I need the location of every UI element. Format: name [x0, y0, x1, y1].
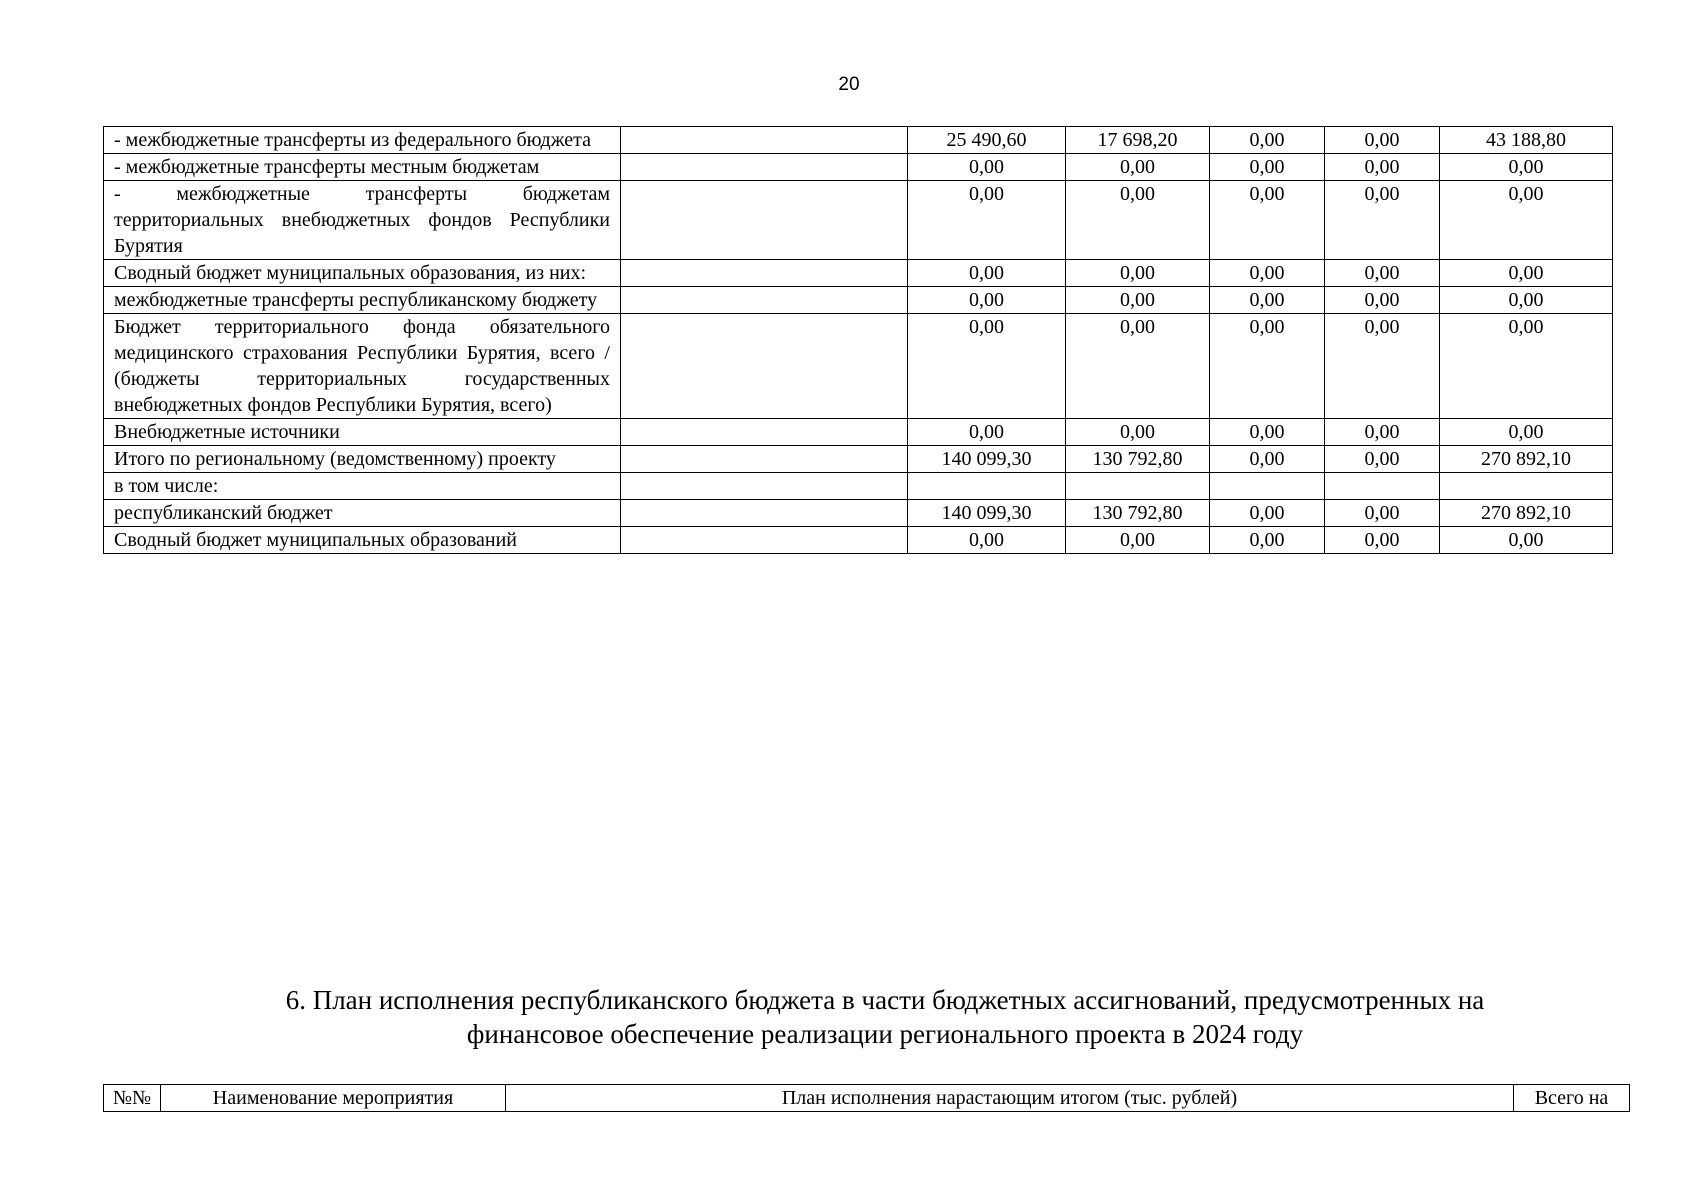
row-value: 0,00 [1210, 419, 1325, 446]
header-activity-name: Наименование мероприятия [161, 1085, 506, 1112]
row-value: 0,00 [1066, 181, 1210, 260]
row-value: 0,00 [1066, 260, 1210, 287]
row-value: 0,00 [1325, 500, 1440, 527]
table-row [104, 287, 1613, 314]
row-value: 0,00 [1440, 527, 1613, 554]
header-total: Всего на [1514, 1085, 1630, 1112]
row-value: 0,00 [1325, 181, 1440, 260]
section-title [0, 983, 1698, 1051]
row-code [621, 127, 908, 154]
row-value: 0,00 [908, 154, 1066, 181]
row-value: 140 099,30 [908, 446, 1066, 473]
row-value: 0,00 [908, 419, 1066, 446]
row-value: 0,00 [1210, 260, 1325, 287]
row-label: - межбюджетные трансферты местным бюджетам [104, 154, 621, 181]
table-row [104, 500, 1613, 527]
table-row [104, 154, 1613, 181]
table-row [104, 527, 1613, 554]
row-code [621, 446, 908, 473]
row-label: - межбюджетные трансферты из федерального бюджета [104, 127, 621, 154]
row-value: 0,00 [908, 527, 1066, 554]
row-value [908, 473, 1066, 500]
row-value: 130 792,80 [1066, 446, 1210, 473]
row-value: 130 792,80 [1066, 500, 1210, 527]
row-value: 0,00 [1066, 527, 1210, 554]
row-value: 0,00 [1325, 260, 1440, 287]
row-value: 17 698,20 [1066, 127, 1210, 154]
plan-table-header-row [104, 1085, 1630, 1112]
row-label: Итого по региональному (ведомственному) проекту [104, 446, 621, 473]
row-value: 0,00 [1210, 527, 1325, 554]
row-value: 0,00 [1440, 181, 1613, 260]
row-code [621, 181, 908, 260]
section-title-line-1: 6. План исполнения республиканского бюджета в части бюджетных ассигнований, предусмотренных на [285, 985, 1485, 1015]
row-value: 140 099,30 [908, 500, 1066, 527]
row-code [621, 154, 908, 181]
row-value [1066, 473, 1210, 500]
row-label: Сводный бюджет муниципальных образований [104, 527, 621, 554]
table-row [104, 181, 1613, 260]
table-row [104, 473, 1613, 500]
row-label: в том числе: [104, 473, 621, 500]
row-value: 0,00 [1440, 154, 1613, 181]
row-value: 270 892,10 [1440, 446, 1613, 473]
row-value: 0,00 [1440, 314, 1613, 419]
budget-table [103, 126, 1613, 554]
row-value: 0,00 [1325, 419, 1440, 446]
row-label: межбюджетные трансферты республиканскому бюджету [104, 287, 621, 314]
row-value: 0,00 [1325, 446, 1440, 473]
row-value: 0,00 [1210, 287, 1325, 314]
table-row [104, 419, 1613, 446]
row-value: 0,00 [1210, 446, 1325, 473]
row-value: 0,00 [1210, 181, 1325, 260]
row-label: республиканский бюджет [104, 500, 621, 527]
row-value: 0,00 [1210, 314, 1325, 419]
row-value: 0,00 [1325, 527, 1440, 554]
row-value: 0,00 [908, 314, 1066, 419]
row-value: 43 188,80 [1440, 127, 1613, 154]
table-row [104, 446, 1613, 473]
row-code [621, 473, 908, 500]
row-value: 270 892,10 [1440, 500, 1613, 527]
row-value: 0,00 [1210, 127, 1325, 154]
row-code [621, 527, 908, 554]
row-value: 0,00 [1325, 154, 1440, 181]
row-code [621, 314, 908, 419]
row-code [621, 419, 908, 446]
row-code [621, 260, 908, 287]
row-value: 0,00 [1440, 419, 1613, 446]
row-value: 0,00 [1325, 287, 1440, 314]
row-value: 0,00 [1325, 127, 1440, 154]
row-label: Бюджет территориального фонда обязательного медицинского страхования Республики Бурятия, всего / (бюджеты территориальных государственных внебюджетных фондов Республики Бурятия, всего) [104, 314, 621, 419]
plan-table [103, 1084, 1630, 1112]
row-value: 0,00 [908, 260, 1066, 287]
row-value: 0,00 [1210, 154, 1325, 181]
row-value: 0,00 [1066, 154, 1210, 181]
table-row [104, 314, 1613, 419]
row-value: 0,00 [1210, 500, 1325, 527]
table-row [104, 260, 1613, 287]
row-value: 0,00 [908, 181, 1066, 260]
section-title-line-2: финансовое обеспечение реализации регионального проекта в 2024 году [466, 1019, 1304, 1049]
row-value: 0,00 [1066, 419, 1210, 446]
row-value: 25 490,60 [908, 127, 1066, 154]
table-row [104, 127, 1613, 154]
row-code [621, 287, 908, 314]
header-number: №№ [104, 1085, 161, 1112]
row-label: Внебюджетные источники [104, 419, 621, 446]
row-label: Сводный бюджет муниципальных образования, из них: [104, 260, 621, 287]
row-value: 0,00 [1066, 314, 1210, 419]
row-value: 0,00 [908, 287, 1066, 314]
row-value: 0,00 [1440, 260, 1613, 287]
page-number: 20 [838, 74, 860, 95]
row-value [1440, 473, 1613, 500]
row-value: 0,00 [1325, 314, 1440, 419]
row-value [1210, 473, 1325, 500]
row-code [621, 500, 908, 527]
row-label: - межбюджетные трансферты бюджетам территориальных внебюджетных фондов Республики Бурятия [104, 181, 621, 260]
row-value [1325, 473, 1440, 500]
row-value: 0,00 [1066, 287, 1210, 314]
row-value: 0,00 [1440, 287, 1613, 314]
header-plan-execution: План исполнения нарастающим итогом (тыс. рублей) [506, 1085, 1514, 1112]
